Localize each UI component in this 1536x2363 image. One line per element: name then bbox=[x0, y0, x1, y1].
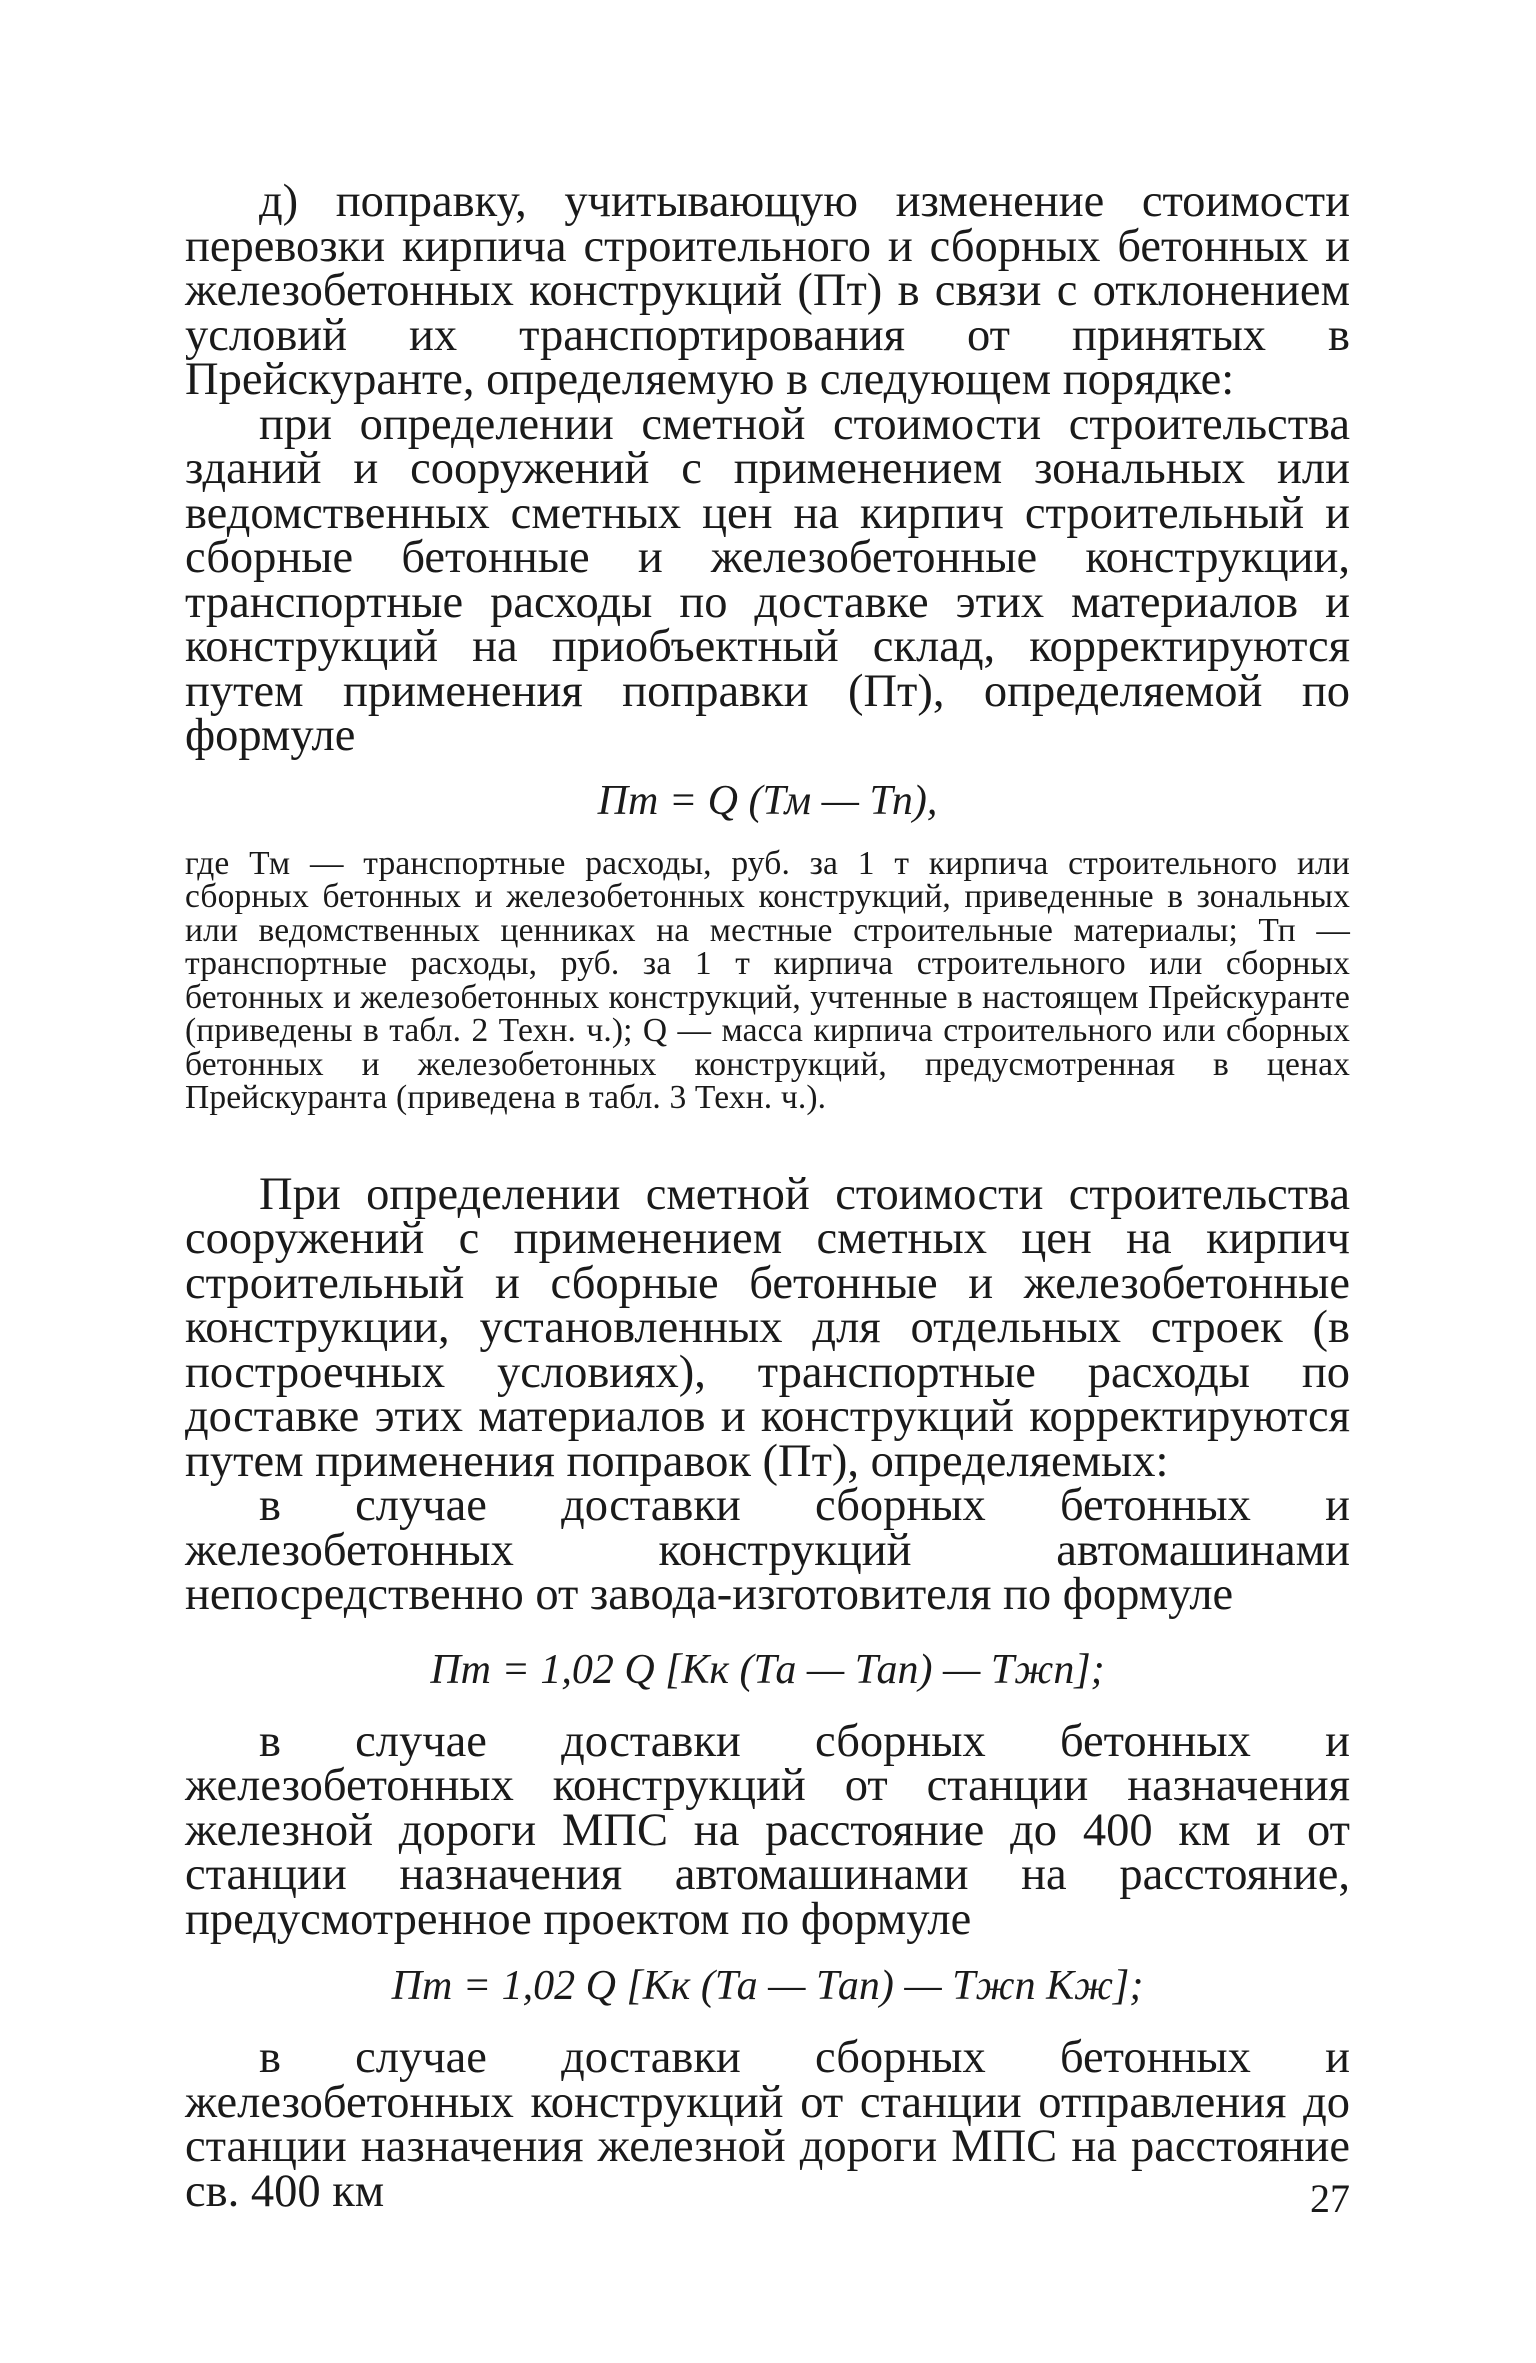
paragraph-rail-over-400: в случае доставки сборных бетонных и железобетонных конструкций от станции отправления до станции назначения железной дороги МПС на расстояние св. 400 км bbox=[185, 2032, 1350, 2217]
paragraph-intro: д) поправку, учитывающую изменение стоимости перевозки кирпича строительного и сборных бетонных и железобетонных конструкций (Пт) в связи с отклонением условий их транспортирования от принятых в Прейскуранте, определяемую в следующем порядке: bbox=[185, 176, 1350, 405]
spacer bbox=[185, 1115, 1350, 1173]
paragraph-rail-under-400: в случае доставки сборных бетонных и железобетонных конструкций от станции назначения железной дороги МПС на расстояние до 400 км и от станции назначения автомашинами на расстояние, предусмотренное проектом по формуле bbox=[185, 1715, 1350, 1945]
page-number: 27 bbox=[1310, 2176, 1350, 2221]
page-body bbox=[185, 176, 1350, 2217]
formula-transport-correction: Пт = Q (Тм — Тп), bbox=[597, 777, 938, 824]
paragraph-site-prices: При определении сметной стоимости строительства сооружений с применением сметных цен на кирпич строительный и сборные бетонные и железобетонные конструкции, установленных для отдельных строек (в построечных условиях), транспортные расходы по доставке этих материалов и конструкций корректируются путем применения поправок (Пт), определяемых: bbox=[185, 1168, 1350, 1487]
paragraph-zonal-prices: при определении сметной стоимости строительства зданий и сооружений с применением зональных или ведомственных сметных цен на кирпич строительный и сборные бетонные и железобетонные конструкции, транспортные расходы по доставке этих материалов и конструкций на приобъектный склад, корректируются путем применения поправки (Пт), определяемой по формуле bbox=[185, 398, 1350, 761]
formula-rail-under-400: Пт = 1,02 Q [Кк (Та — Тап) — Тжп Кж]; bbox=[391, 1963, 1144, 2009]
formula-truck-delivery: Пт = 1,02 Q [Кк (Та — Тап) — Тжп]; bbox=[430, 1646, 1105, 1693]
paragraph-truck-delivery: в случае доставки сборных бетонных и железобетонных конструкций автомашинами непосредственно от завода-изготовителя по формуле bbox=[185, 1480, 1350, 1620]
formula-legend-note: где Тм — транспортные расходы, руб. за 1 т кирпича строительного или сборных бетонных и железобетонных конструкций, приведенные в зональных или ведомственных ценниках на местные строительные материалы; Тп — транспортные расходы, руб. за 1 т кирпича строительного или сборных бетонных и железобетонных конструкций, учтенные в настоящем Прейскуранте (приведены в табл. 2 Техн. ч.); Q — масса кирпича строительного или сборных бетонных и железобетонных конструкций, предусмотренная в ценах Прейскуранта (приведена в табл. 3 Техн. ч.). bbox=[185, 844, 1350, 1116]
